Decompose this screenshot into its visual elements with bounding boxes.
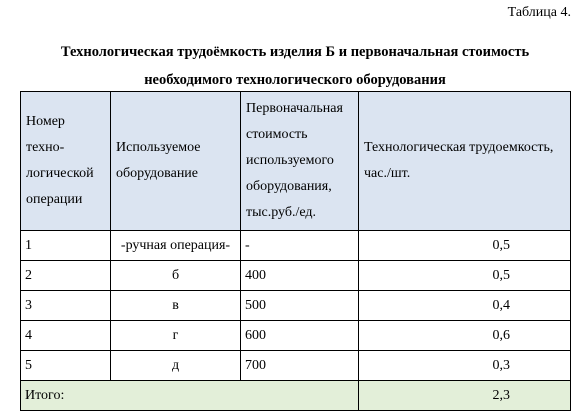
table-row [21, 231, 571, 261]
cell-cost: 500 [241, 291, 359, 321]
cell-cost: 700 [241, 351, 359, 381]
cell-equipment: в [111, 291, 241, 321]
cell-equipment: г [111, 321, 241, 351]
cell-equipment: -ручная операция- [111, 231, 241, 261]
cell-labor: 0,5 [359, 231, 571, 261]
cell-operation: 1 [21, 231, 111, 261]
cell-cost: - [241, 231, 359, 261]
data-table [20, 91, 571, 411]
total-label: Итого: [21, 381, 359, 411]
cell-equipment: б [111, 261, 241, 291]
cell-operation: 5 [21, 351, 111, 381]
header-initial-cost: Первоначальная стоимость используемого оборудования, тыс.руб./ед. [241, 92, 359, 231]
table-row [21, 261, 571, 291]
cell-cost: 600 [241, 321, 359, 351]
header-row [21, 92, 571, 231]
table-row [21, 351, 571, 381]
table-row [21, 291, 571, 321]
cell-labor: 0,4 [359, 291, 571, 321]
total-row [21, 381, 571, 411]
cell-operation: 2 [21, 261, 111, 291]
cell-labor: 0,6 [359, 321, 571, 351]
cell-operation: 4 [21, 321, 111, 351]
table-caption [20, 38, 570, 94]
table-number: Таблица 4. [507, 5, 571, 20]
cell-equipment: д [111, 351, 241, 381]
caption-line-2: необходимого технологического оборудования [144, 72, 446, 88]
table-row [21, 321, 571, 351]
cell-operation: 3 [21, 291, 111, 321]
header-labor-intensity: Технологическая трудоемкость, час./шт. [359, 92, 571, 231]
cell-labor: 0,3 [359, 351, 571, 381]
caption-line-1: Технологическая трудоёмкость изделия Б и первоначальная стоимость [60, 44, 530, 60]
cell-cost: 400 [241, 261, 359, 291]
header-operation-number: Номер техно-логической операции [21, 92, 111, 231]
total-value: 2,3 [359, 381, 571, 411]
header-equipment: Используемое оборудование [111, 92, 241, 231]
cell-labor: 0,5 [359, 261, 571, 291]
